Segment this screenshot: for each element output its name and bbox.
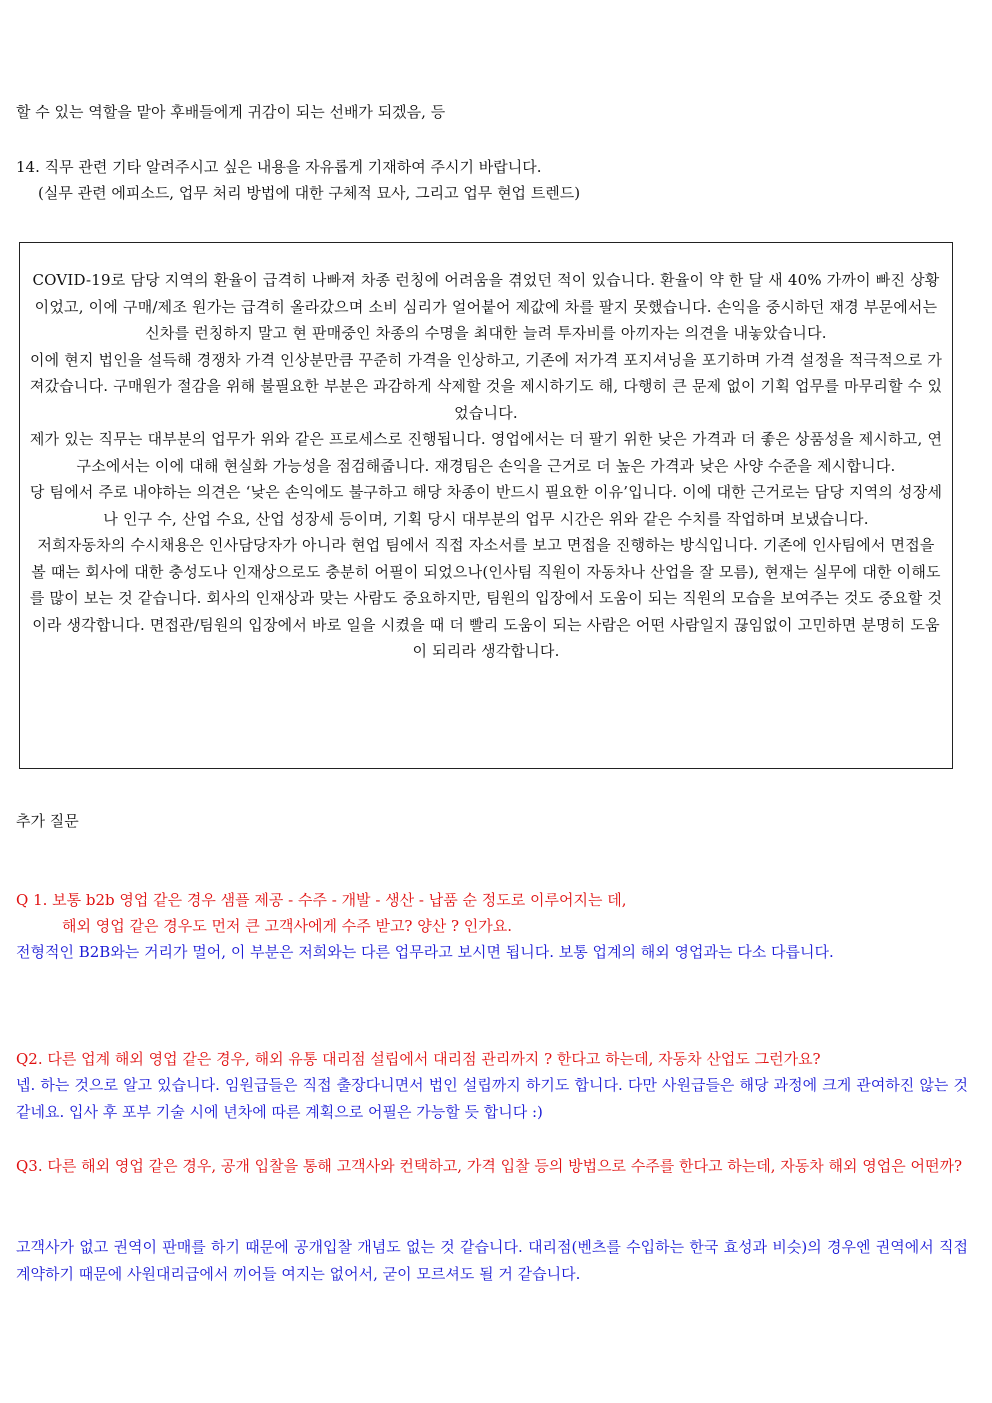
answer-paragraph: COVID-19로 담당 지역의 환율이 급격히 나빠져 차종 런칭에 어려움을 겪었던 적이 있습니다. 환율이 약 한 달 새 40% 가까이 빠진 상황이었고, 이에 구매/제조 원가는 급격히 올라갔으며 소비 심리가 얼어붙어 제값에 차를 팔지 못했습니다. 손익을 중시하던 재경 부문에서는 신차를 런칭하지 말고 현 판매중인 차종의 수명을 최대한 늘려 투자비를 아끼자는 의견을 내놓았습니다. (32, 271, 940, 342)
qa-1-answer: 전형적인 B2B와는 거리가 멀어, 이 부분은 저희와는 다른 업무라고 보시면 됩니다. 보통 업계의 해외 영업과는 다소 다릅니다. (16, 943, 834, 961)
question-14-title: 14. 직무 관련 기타 알려주시고 싶은 내용을 자유롭게 기재하여 주시기 바랍니다. (16, 158, 542, 176)
answer-paragraph: 저희자동차의 수시채용은 인사담당자가 아니라 현업 팀에서 직접 자소서를 보고 면접을 진행하는 방식입니다. 기존에 인사팀에서 면접을 볼 때는 회사에 대한 충성도나 인재상으로도 충분히 어필이 되었으나(인사팀 직원이 자동차나 산업을 잘 모름), 현재는 실무에 대한 이해도를 많이 보는 것 같습니다. 회사의 인재상과 맞는 사람도 중요하지만, 팀원의 입장에서 도움이 되는 직원의 모습을 보여주는 것도 중요할 것이라 생각합니다. 면접관/팀원의 입장에서 바로 일을 시켰을 때 더 빨리 도움이 되는 사람은 어떤 사람일지 끊임없이 고민하면 분명히 도움이 되리라 생각합니다. (29, 536, 943, 660)
answer-paragraph: 제가 있는 직무는 대부분의 업무가 위와 같은 프로세스로 진행됩니다. 영업에서는 더 팔기 위한 낮은 가격과 더 좋은 상품성을 제시하고, 연구소에서는 이에 대해 현실화 가능성을 점검해줍니다. 재경팀은 손익을 근거로 더 높은 가격과 낮은 사양 수준을 제시합니다. (29, 430, 943, 475)
extra-questions-heading: 추가 질문 (16, 812, 79, 830)
intro-line: 할 수 있는 역할을 맡아 후배들에게 귀감이 되는 선배가 되겠음, 등 (16, 103, 446, 121)
qa-2-question: Q2. 다른 업계 해외 영업 같은 경우, 해외 유통 대리점 설립에서 대리점 관리까지 ? 한다고 하는데, 자동차 산업도 그런가요? (16, 1050, 821, 1068)
qa-3-question: Q3. 다른 해외 영업 같은 경우, 공개 입찰을 통해 고객사와 컨택하고, 가격 입찰 등의 방법으로 수주를 한다고 하는데, 자동차 해외 영업은 어떤까? (16, 1157, 963, 1175)
qa-3-answer: 고객사가 없고 권역이 판매를 하기 때문에 공개입찰 개념도 없는 것 같습니다. 대리점(벤츠를 수입하는 한국 효성과 비슷)의 경우엔 권역에서 직접 계약하기 때문에 사원대리급에서 끼어들 여지는 없어서, 굳이 모르셔도 될 거 같습니다. (16, 1238, 968, 1283)
qa-1-question-line2: 해외 영업 같은 경우도 먼저 큰 고객사에게 수주 받고? 양산 ? 인가요. (62, 917, 513, 935)
question-14-subtitle: (실무 관련 에피소드, 업무 처리 방법에 대한 구체적 묘사, 그리고 업무 현업 트렌드) (38, 184, 581, 202)
qa-2-answer: 넵. 하는 것으로 알고 있습니다. 임원급들은 직접 출장다니면서 법인 설립까지 하기도 합니다. 다만 사원급들은 해당 과정에 크게 관여하진 않는 것 같네요. 입사 후 포부 기술 시에 년차에 따른 계획으로 어필은 가능할 듯 합니다 :) (16, 1076, 968, 1121)
answer-paragraph: 이에 현지 법인을 설득해 경쟁차 가격 인상분만큼 꾸준히 가격을 인상하고, 기존에 저가격 포지셔닝을 포기하며 가격 설정을 적극적으로 가져갔습니다. 구매원가 절감을 위해 불필요한 부분은 과감하게 삭제할 것을 제시하기도 해, 다행히 큰 문제 없이 기획 업무를 마무리할 수 있었습니다. (29, 350, 943, 422)
answer-box (19, 242, 953, 769)
qa-1-question-line1: Q 1. 보통 b2b 영업 같은 경우 샘플 제공 - 수주 - 개발 - 생산 - 납품 순 정도로 이루어지는 데, (16, 891, 627, 909)
answer-paragraph: 당 팀에서 주로 내야하는 의견은 ‘낮은 손익에도 불구하고 해당 차종이 반드시 필요한 이유’입니다. 이에 대한 근거로는 담당 지역의 성장세나 인구 수, 산업 수요, 산업 성장세 등이며, 기획 당시 대부분의 업무 시간은 위와 같은 수치를 작업하며 보냈습니다. (29, 483, 943, 528)
answer-box-text (28, 267, 944, 665)
